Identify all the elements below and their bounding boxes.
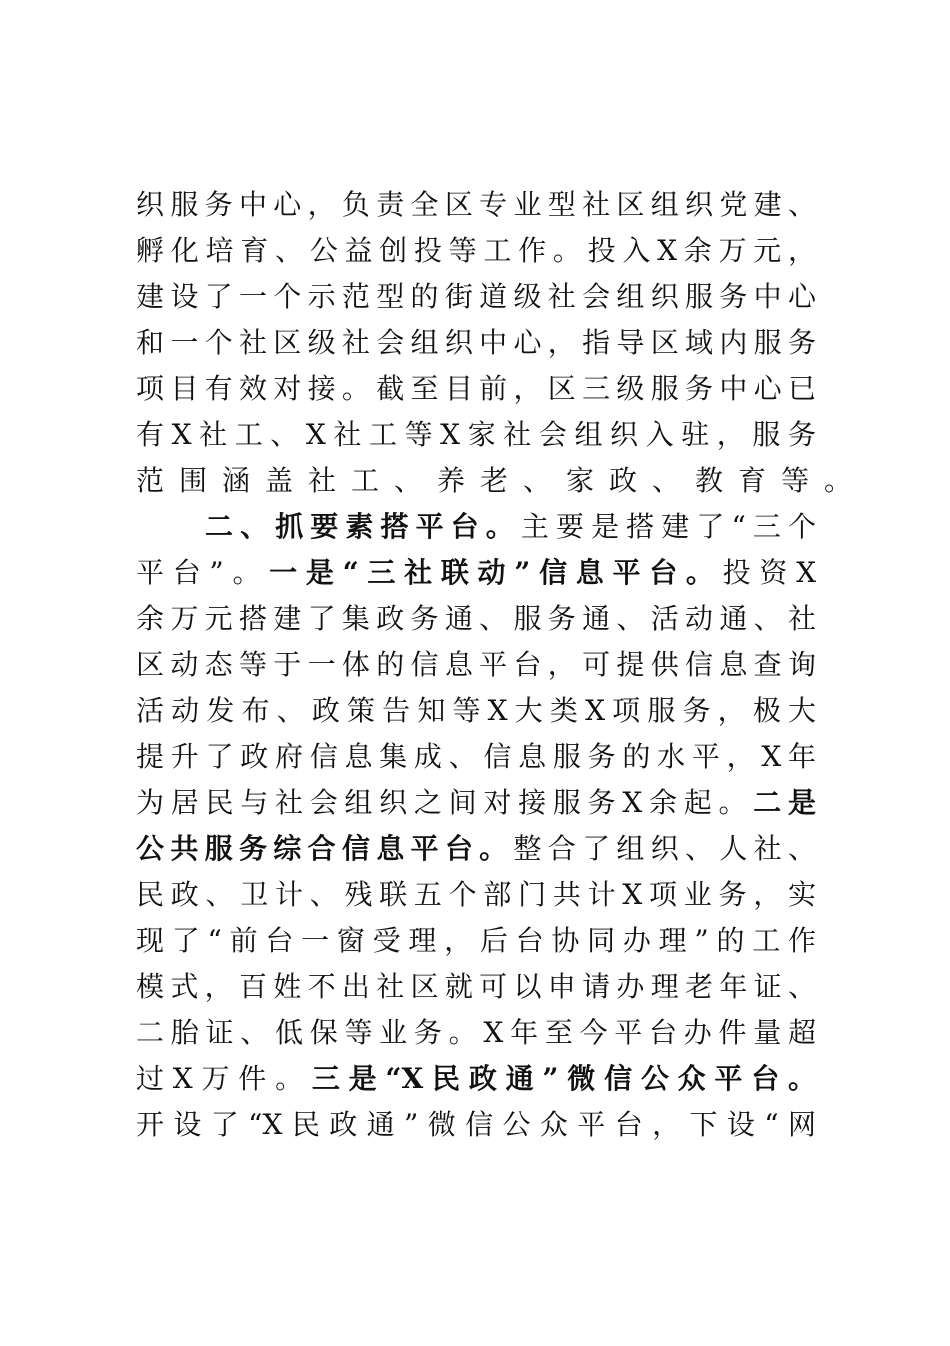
text-line [136, 366, 816, 412]
bold-subheading: 三是“X民政通”微信公众平台。 [311, 1062, 816, 1095]
bold-subheading: 一是“三社联动”信息平台。 [269, 556, 723, 589]
text-run: 整合了组织、人社、 [513, 832, 816, 865]
text-line [136, 918, 816, 964]
text-run: 开设了“X民政通”微信公众平台，下设“网 [136, 1108, 816, 1141]
text-run: 现了“前台一窗受理，后台协同办理”的工作 [136, 924, 816, 957]
text-run: 余万元搭建了集政务通、服务通、活动通、社 [136, 602, 816, 635]
text-run: 二胎证、低保等业务。X年至今平台办件量超 [136, 1016, 816, 1049]
text-run: 平台”。 [136, 556, 270, 589]
text-run: 主要是搭建了“三个 [520, 510, 816, 543]
text-run: 和一个社区级社会组织中心，指导区域内服务 [136, 326, 816, 359]
text-run: 区动态等于一体的信息平台，可提供信息查询 [136, 648, 816, 681]
text-line [136, 642, 816, 688]
text-line [136, 1010, 816, 1056]
text-line [136, 228, 816, 274]
text-line [136, 458, 868, 504]
text-line [136, 320, 816, 366]
bold-subheading: 公共服务综合信息平台。 [136, 832, 514, 865]
text-line [136, 688, 816, 734]
text-line [136, 872, 816, 918]
text-line [136, 780, 816, 826]
text-line [136, 734, 816, 780]
text-run: 孵化培育、公益创投等工作。投入X余万元， [136, 234, 816, 267]
text-run: 提升了政府信息集成、信息服务的水平，X年 [136, 740, 816, 773]
text-line [136, 826, 816, 872]
section-heading-line [205, 504, 816, 550]
text-line [136, 550, 816, 596]
text-line [136, 1102, 816, 1148]
text-run: 过X万件。 [136, 1062, 312, 1095]
text-line [136, 596, 816, 642]
text-line [136, 1056, 816, 1102]
text-run: 模式，百姓不出社区就可以申请办理老年证、 [136, 970, 816, 1003]
text-run: 有X社工、X社工等X家社会组织入驻，服务 [136, 418, 816, 451]
text-run: 建设了一个示范型的街道级社会组织服务中心 [136, 280, 816, 313]
text-run: 范围涵盖社工、养老、家政、教育等。 [136, 464, 868, 497]
text-line [136, 964, 816, 1010]
bold-subheading: 二是 [753, 786, 816, 819]
text-run: 织服务中心，负责全区专业型社区组织党建、 [136, 188, 816, 221]
text-run: 活动发布、政策告知等X大类X项服务，极大 [136, 694, 816, 727]
text-line [136, 412, 816, 458]
text-run: 为居民与社会组织之间对接服务X余起。 [136, 786, 754, 819]
text-run: 民政、卫计、残联五个部门共计X项业务，实 [136, 878, 816, 911]
text-line [136, 274, 816, 320]
text-line [136, 182, 816, 228]
section-heading: 二、抓要素搭平台。 [205, 510, 521, 543]
text-run: 项目有效对接。截至目前，区三级服务中心已 [136, 372, 816, 405]
text-run: 投资X [722, 556, 816, 589]
